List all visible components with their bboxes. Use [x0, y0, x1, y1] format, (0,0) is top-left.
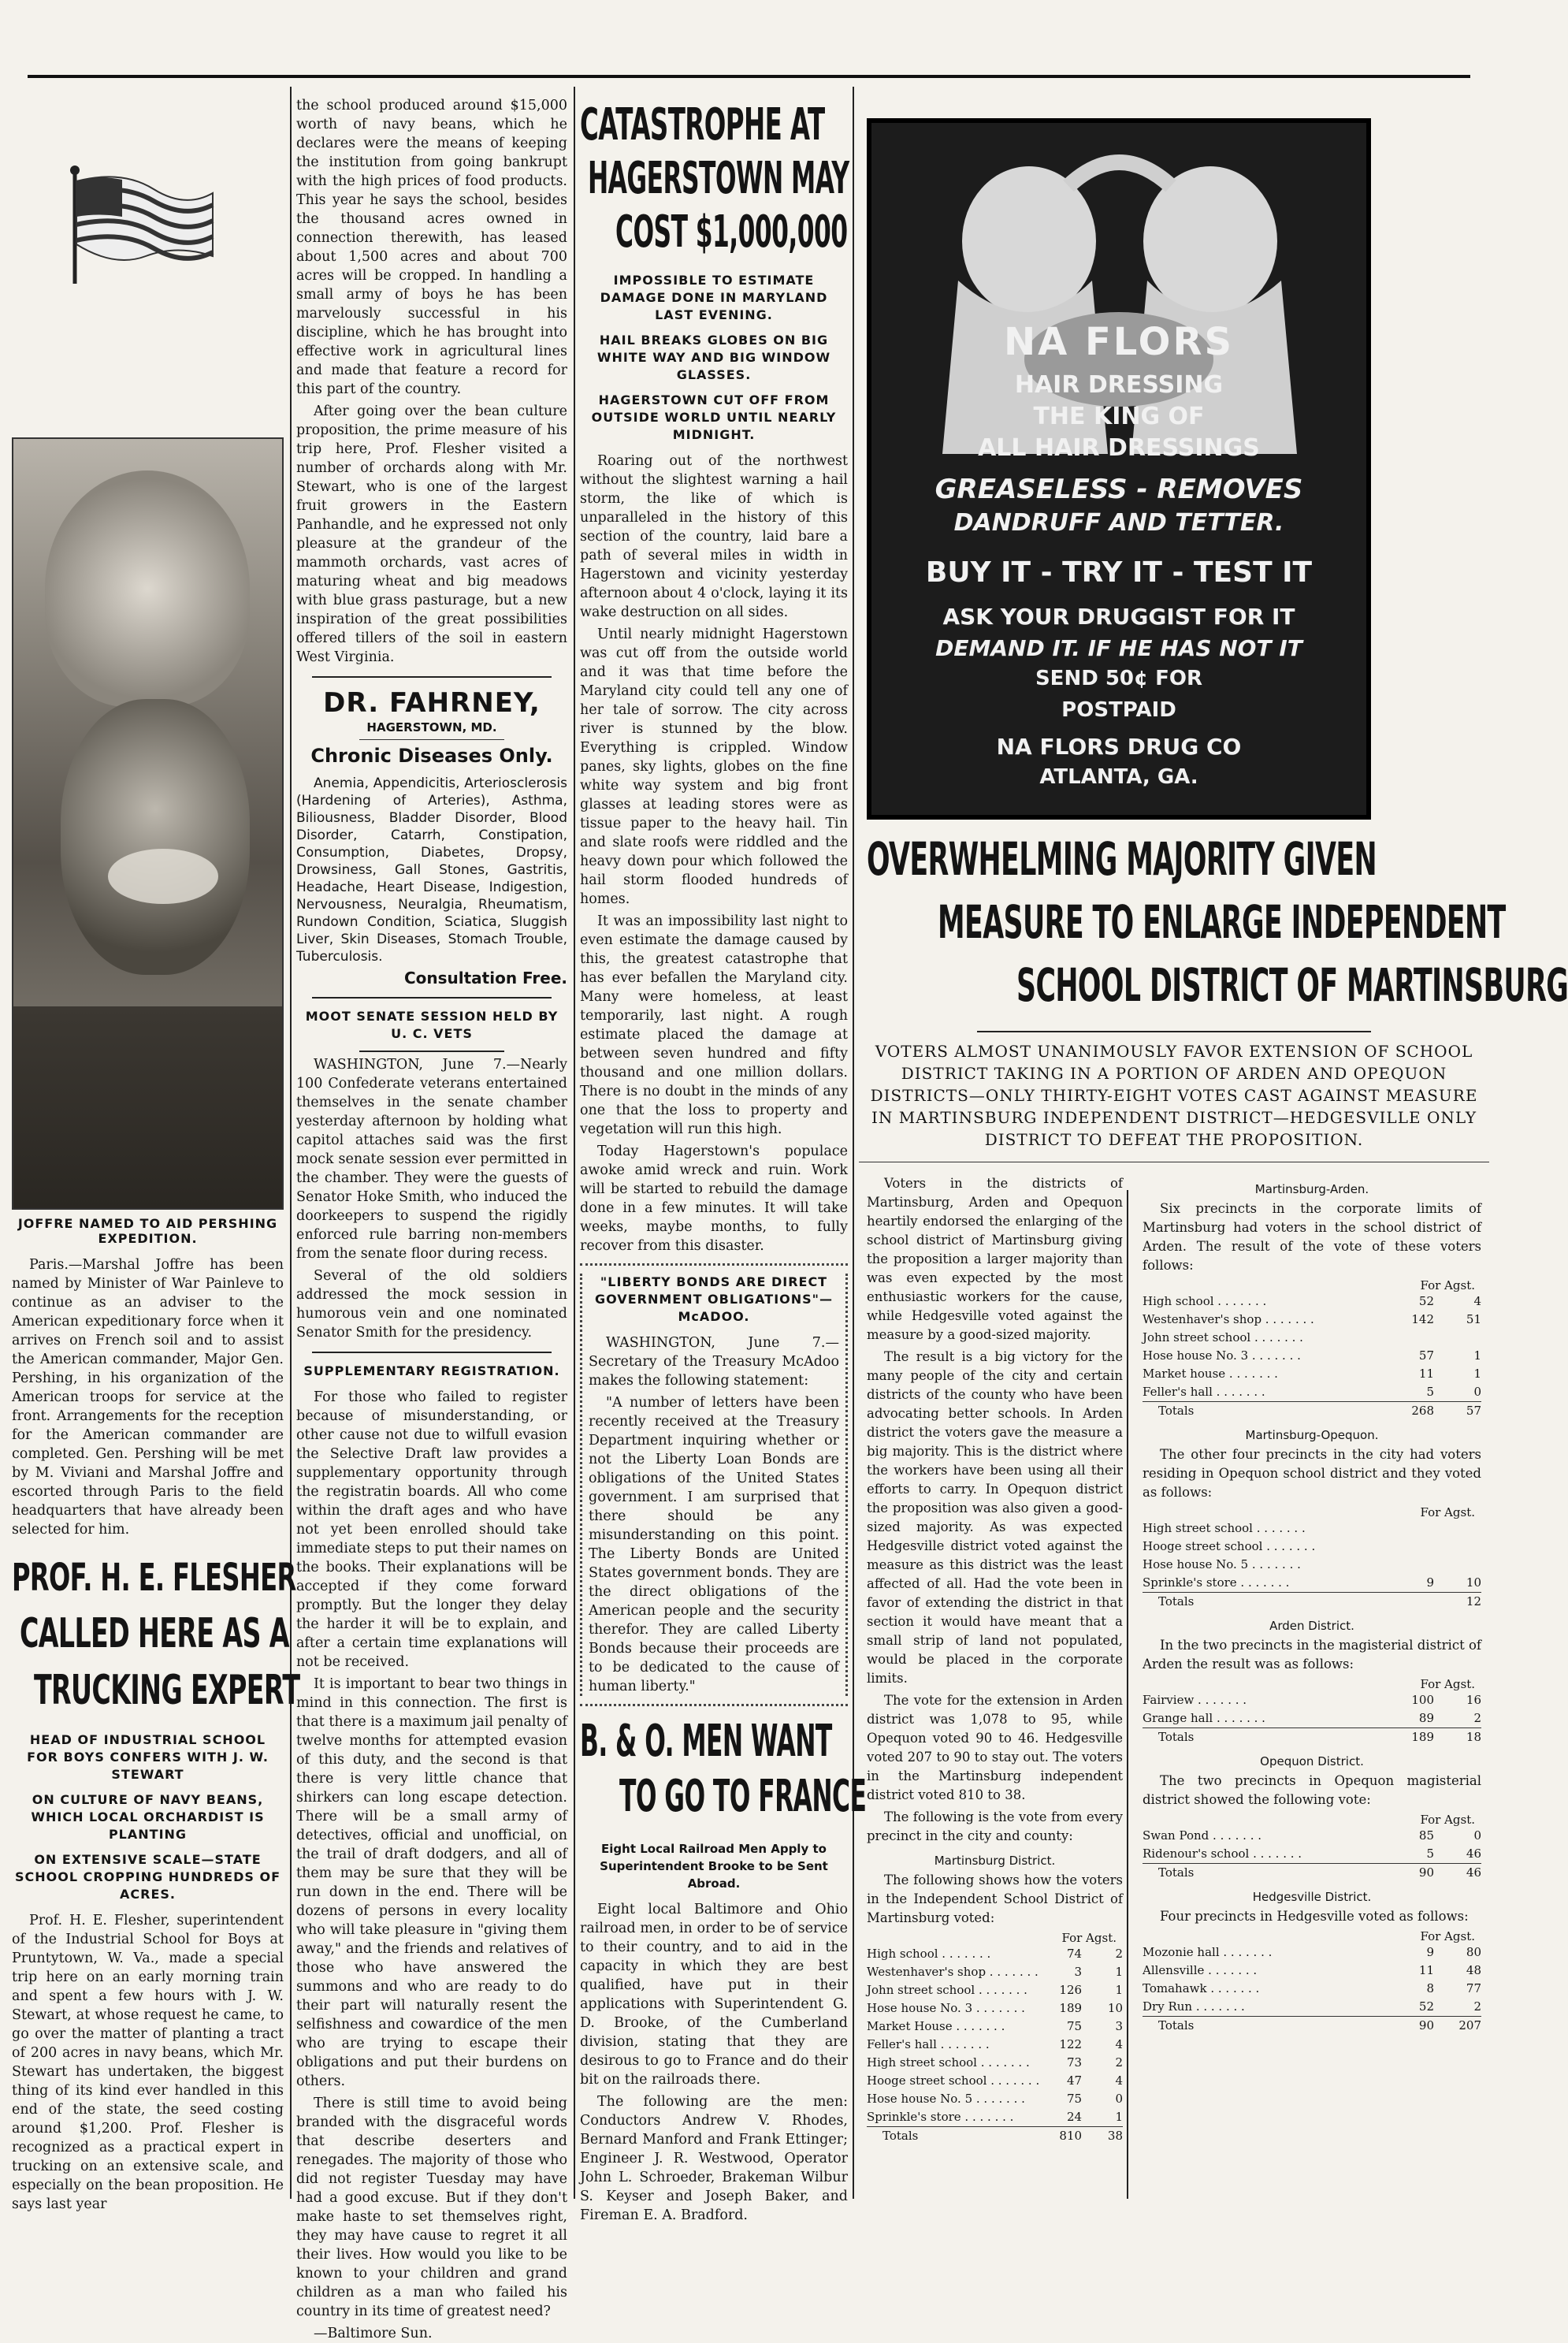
table-row — [867, 2018, 1123, 2036]
precinct-name: Feller's hall . . . . . . . — [1143, 1385, 1265, 1399]
supp-text: It is important to bear two things in mind in this connection. The first is that there is a maximum jail penalty of twelve months for attempted evasion of this duty, and the second is that there is very little chance that shirkers can long escape detection. There will be a small army of detectives, official and unofficial, on the trail of draft dodgers, and all of them may be sure that they will be run down in the end. There will be dozens of persons in every locality who will take pleasure in "giving them away," and the friends and relatives of those who have answered the summons and who are ready to do their part will naturally resent the selfishness and cowardice of the men who are trying to escape their obligations and put their burdens on others. — [296, 1676, 567, 2089]
precinct-name: Allensville . . . . . . . — [1143, 1963, 1258, 1977]
precinct-name: Westenhaver's shop . . . . . . . — [867, 1965, 1039, 1979]
table-total-row — [1143, 2017, 1481, 2036]
joffre-portrait — [12, 437, 284, 1210]
votes-for: 11 — [1418, 1367, 1434, 1381]
school-subcol-right — [1135, 1174, 1481, 2035]
table-row — [1143, 1347, 1481, 1365]
votes-for — [1387, 1538, 1434, 1556]
deck: HAGERSTOWN CUT OFF FROM OUTSIDE WORLD UNTIL NEARLY MIDNIGHT. — [591, 392, 837, 442]
votes-against: 4 — [1115, 2037, 1123, 2051]
table-row — [1143, 1574, 1481, 1593]
column-rule — [290, 87, 292, 2199]
for-agst-header: For Agst. — [1061, 1931, 1117, 1945]
votes-against: 1 — [1115, 1983, 1123, 1997]
votes-against: 2 — [1473, 1711, 1481, 1725]
catastrophe-headline — [580, 99, 848, 264]
votes-against: 48 — [1466, 1963, 1481, 1977]
school-headline — [859, 827, 1568, 1025]
headline-line: MEASURE TO ENLARGE INDEPENDENT — [938, 895, 1506, 949]
ad-line: ALL HAIR DRESSINGS — [978, 434, 1260, 462]
precinct-name: Hooge street school . . . . . . . — [1143, 1539, 1316, 1553]
catastrophe-text: Today Hagerstown's populace awoke amid wreck and ruin. Work will be started to rebuild the damage done in a few minutes. It will take weeks, maybe months, to fully recover from this disaster. — [580, 1144, 848, 1254]
table-total-row — [1143, 1864, 1481, 1883]
table-heading: Arden District. — [1269, 1619, 1354, 1633]
votes-against: 3 — [1115, 2019, 1123, 2033]
liberty-bonds-text: WASHINGTON, June 7.—Secretary of the Treasury McAdoo makes the following statement: — [589, 1335, 839, 1389]
for-agst-header: For Agst. — [1420, 1929, 1475, 1943]
moot-text: WASHINGTON, June 7.—Nearly 100 Confederate veterans entertained themselves in the senate chamber yesterday afternoon by holding what capitol attaches said was the first mock senate session ever permitted in the chamber. They were the guests of Senator Hoke Smith, who induced the doorkeepers to suspend the rigidly enforced rule barring non-members from the senate floor during recess. — [296, 1057, 567, 1262]
votes-against: 1 — [1473, 1367, 1481, 1381]
martinsburg-table — [867, 1945, 1123, 2145]
table-intro: Four precincts in Hedgesville voted as follows: — [1160, 1909, 1469, 1924]
votes-against: 0 — [1115, 2092, 1123, 2106]
deck: ON CULTURE OF NAVY BEANS, WHICH LOCAL ORCHARDIST IS PLANTING — [31, 1792, 265, 1842]
divider — [580, 1263, 848, 1266]
catastrophe-text: It was an impossibility last night to even estimate the damage caused by this, the greatest catastrophe that has ever befallen the Maryland city. Many were homeless, at least temporarily, last night. A rough estimate placed the damage at between seven hundred and fifty thousand and one million dollars. There is no doubt in the minds of any one that the loss to property and vegetation will run this high. — [580, 913, 848, 1137]
ad-line: THE KING OF — [1033, 403, 1205, 430]
votes-against: 2 — [1473, 1999, 1481, 2014]
martinsburg-arden-table — [1143, 1292, 1481, 1420]
votes-for: 9 — [1426, 1575, 1434, 1590]
table-row — [1143, 1980, 1481, 1998]
headline-line: B. & O. MEN WANT — [580, 1716, 832, 1767]
votes-for: 57 — [1418, 1348, 1434, 1363]
precinct-name: Mozonie hall . . . . . . . — [1143, 1945, 1273, 1959]
votes-against: 10 — [1466, 1575, 1481, 1590]
precinct-name: Dry Run . . . . . . . — [1143, 1999, 1245, 2014]
precinct-name: Fairview . . . . . . . — [1143, 1693, 1247, 1707]
for-agst-header: For Agst. — [1420, 1278, 1475, 1292]
votes-for: 100 — [1411, 1693, 1434, 1707]
precinct-name: Sprinkle's store . . . . . . . — [867, 2110, 1014, 2124]
precinct-name: Feller's hall . . . . . . . — [867, 2037, 990, 2051]
precinct-name: Westenhaver's shop . . . . . . . — [1143, 1312, 1314, 1326]
precinct-name: Totals — [1158, 2018, 1195, 2032]
votes-for: 142 — [1411, 1312, 1434, 1326]
table-row — [867, 2036, 1123, 2054]
votes-for — [1387, 1556, 1434, 1574]
table-total-row — [1143, 1402, 1481, 1421]
column-3 — [580, 99, 867, 2223]
photo-caption: JOFFRE NAMED TO AID PERSHING EXPEDITION. — [17, 1216, 278, 1246]
table-row — [1143, 1943, 1481, 1962]
deck: ON EXTENSIVE SCALE—STATE SCHOOL CROPPING HUNDREDS OF ACRES. — [15, 1852, 281, 1902]
votes-against: 57 — [1466, 1404, 1481, 1418]
table-row — [1143, 1292, 1481, 1311]
precinct-name: Hose house No. 5 . . . . . . . — [1143, 1557, 1301, 1571]
divider — [580, 1704, 848, 1706]
table-total-row — [1143, 1728, 1481, 1747]
bo-deck: Eight Local Railroad Men Apply to Superintendent Brooke to be Sent Abroad. — [600, 1842, 828, 1891]
precinct-name: Tomahawk . . . . . . . — [1143, 1981, 1260, 1995]
table-row — [1143, 1845, 1481, 1864]
votes-for: 11 — [1418, 1963, 1434, 1977]
votes-for: 90 — [1418, 2018, 1434, 2032]
precinct-name: High street school . . . . . . . — [867, 2055, 1030, 2070]
votes-for: 8 — [1426, 1981, 1434, 1995]
ad-line: HAIR DRESSING — [1014, 371, 1224, 399]
votes-against: 1 — [1473, 1348, 1481, 1363]
catastrophe-text: Roaring out of the northwest without the slightest warning a hail storm, the like of which is unparalleled in the history of this section of the country, laid bare a path of several miles in width in Hagerstown and vicinity yesterday afternoon about 4 o'clock, laying it its wake destruction on all sides. — [580, 453, 848, 620]
school-text: The vote for the extension in Arden district was 1,078 to 95, while Opequon voted 90 to 46. Hedgesville voted 207 to 90 to stay out. The voters in the Martinsburg independent district voted 810 to 38. — [867, 1693, 1123, 1802]
ad-line: BUY IT - TRY IT - TEST IT — [925, 556, 1313, 589]
votes-for: 73 — [1066, 2055, 1083, 2070]
votes-against: 4 — [1473, 1294, 1481, 1308]
votes-for — [1387, 1329, 1434, 1347]
ad-line: ASK YOUR DRUGGIST FOR IT — [942, 604, 1295, 630]
votes-for: 9 — [1426, 1945, 1434, 1959]
precinct-name: Hooge street school . . . . . . . — [867, 2073, 1040, 2088]
table-intro: The following shows how the voters in the Independent School District of Martinsburg voted: — [867, 1873, 1123, 1925]
table-row — [1143, 1519, 1481, 1538]
votes-for: 122 — [1059, 2037, 1083, 2051]
table-heading: Hedgesville District. — [1252, 1890, 1372, 1904]
school-text: Voters in the districts of Martinsburg, Arden and Opequon heartily endorsed the enlarging of the school district of Martinsburg giving the proposition a larger majority than was even expected by the most enthusiastic workers for the cause, while Hedgesville voted against the measure by a good-sized majority. — [867, 1176, 1123, 1342]
school-deck: VOTERS ALMOST UNANIMOUSLY FAVOR EXTENSION OF SCHOOL DISTRICT TAKING IN A PORTION OF ARDEN AND OPEQUON DISTRICTS—ONLY THIRTY-EIGHT VOTES CAST AGAINST MEASURE IN MARTINSBURG INDEPENDENT DISTRICT—HEDGESVILLE ONLY DISTRICT TO DEFEAT THE PROPOSITION. — [870, 1042, 1478, 1149]
american-flag-icon — [59, 165, 217, 284]
votes-for: 52 — [1418, 1999, 1434, 2014]
table-row — [867, 2054, 1123, 2072]
table-row — [1143, 1365, 1481, 1383]
divider — [312, 676, 552, 678]
votes-for: 126 — [1059, 1983, 1083, 1997]
for-agst-header: For Agst. — [1420, 1505, 1475, 1519]
liberty-bonds-text: "A number of letters have been recently received at the Treasury Department inquiring whether or not the Liberty Loan Bonds are obligations of the United States government. I am surprised that there should be any misunderstanding on this point. The Liberty Bonds are United States government bonds. They are the direct obligations of the American people and the security therefor. They are called Liberty Bonds because their proceeds are to be dedicated to the cause of human liberty." — [589, 1395, 839, 1694]
headline-line: TO GO TO FRANCE — [619, 1771, 867, 1822]
precinct-name: Hose house No. 3 . . . . . . . — [1143, 1348, 1301, 1363]
headline-line: OVERWHELMING MAJORITY GIVEN — [867, 832, 1377, 886]
headline-line: CALLED HERE AS A — [20, 1610, 289, 1657]
precinct-name: John street school . . . . . . . — [867, 1983, 1027, 1997]
votes-against: 38 — [1107, 2129, 1123, 2143]
votes-against: 12 — [1466, 1594, 1481, 1608]
votes-against: 18 — [1466, 1730, 1481, 1744]
ad-brand: NA FLORS — [1003, 320, 1235, 364]
catastrophe-text: Until nearly midnight Hagerstown was cut off from the outside world and it was that time before the Maryland city could tell any one of her tale of sorrow. The city across river is stunned by the blow. Everything is crippled. Window panes, sky lights, globes on the fine white way system and big front glasses at leading stores were as tissue paper to the heavy hail. Tin and slate roofs were riddled and the heavy down pour which followed the hail storm flooded hundreds of homes. — [580, 627, 848, 907]
headline-line: HAGERSTOWN MAY — [588, 153, 849, 204]
supp-source: —Baltimore Sun. — [314, 2326, 433, 2341]
martinsburg-opequon-table — [1143, 1519, 1481, 1611]
supp-text: For those who failed to register because of misunderstanding, or other cause not due to wilfull evasion the Selective Draft law provides a supplementary opportunity through the registratin boards. All who come within the draft ages and who have not yet been enrolled should take immediate steps to put their names on the books. Their explanations will be accepted if they come forward promptly. But the longer they delay the harder it will be to explain, and after a certain time explanations will not be received. — [296, 1389, 567, 1670]
votes-against: 1 — [1115, 1965, 1123, 1979]
precinct-name: Hose house No. 5 . . . . . . . — [867, 2092, 1025, 2106]
votes-for: 268 — [1411, 1404, 1434, 1418]
table-intro: The other four precincts in the city had voters residing in Opequon school district and they voted as follows: — [1143, 1447, 1481, 1500]
school-subcol-left — [867, 1174, 1123, 2145]
votes-against: 4 — [1115, 2073, 1123, 2088]
table-intro: In the two precincts in the magisterial district of Arden the result was as follows: — [1143, 1638, 1481, 1672]
precinct-name: Market House . . . . . . . — [867, 2019, 1005, 2033]
precinct-name: Grange hall . . . . . . . — [1143, 1711, 1265, 1725]
ad-consult: Consultation Free. — [403, 969, 567, 987]
table-row — [1143, 1556, 1481, 1574]
ad-line: ATLANTA, GA. — [1039, 765, 1198, 789]
votes-against — [1434, 1519, 1481, 1538]
bo-headline — [580, 1714, 867, 1832]
precinct-name: High street school . . . . . . . — [1143, 1521, 1306, 1535]
table-total-row — [1143, 1593, 1481, 1612]
table-row — [1143, 1538, 1481, 1556]
table-row — [867, 1963, 1123, 1981]
precinct-name: High school . . . . . . . — [1143, 1294, 1267, 1308]
supplementary-headline: SUPPLEMENTARY REGISTRATION. — [303, 1363, 560, 1378]
votes-for: 810 — [1059, 2129, 1083, 2143]
ad-line: NA FLORS DRUG CO — [996, 734, 1242, 760]
votes-against: 0 — [1473, 1385, 1481, 1399]
table-row — [1143, 1691, 1481, 1709]
precinct-name: Market house . . . . . . . — [1143, 1367, 1278, 1381]
table-row — [867, 1981, 1123, 1999]
ad-line: SEND 50¢ FOR — [1035, 667, 1203, 690]
school-district-story — [859, 827, 1568, 2199]
votes-against: 207 — [1458, 2018, 1481, 2032]
votes-against: 80 — [1466, 1945, 1481, 1959]
votes-for: 75 — [1066, 2092, 1083, 2106]
votes-for: 89 — [1418, 1711, 1434, 1725]
table-row — [1143, 1962, 1481, 1980]
table-intro: The two precincts in Opequon magisterial district showed the following vote: — [1143, 1773, 1481, 1807]
column-rule — [574, 87, 575, 2199]
table-row — [1143, 1998, 1481, 2017]
votes-for: 74 — [1066, 1947, 1083, 1961]
table-intro: Six precincts in the corporate limits of Martinsburg had voters in the school district of Arden. The result of the vote of these voters follows: — [1143, 1201, 1481, 1273]
table-heading: Martinsburg District. — [934, 1854, 1056, 1868]
votes-for: 5 — [1426, 1847, 1434, 1861]
flesher-text-cont: the school produced around $15,000 worth of navy beans, which he declares were the means of keeping the institution from going bankrupt with the high prices of food products. This year he says the school, besides the thousand acres owned in connection therewith, has leased about 1,500 acres and about 700 acres will be cropped. In handling a small army of boys he has been marvelously successful in his discipline, which he has brought into effective work in agricultural lines and made that feature a record for this part of the country. — [296, 98, 567, 397]
votes-for: 5 — [1426, 1385, 1434, 1399]
precinct-name: Totals — [1158, 1865, 1195, 1880]
divider — [359, 1051, 504, 1052]
opequon-table — [1143, 1827, 1481, 1882]
precinct-name: Swan Pond . . . . . . . — [1143, 1828, 1262, 1843]
school-text: The following is the vote from every precinct in the city and county: — [867, 1809, 1123, 1843]
moot-text: Several of the old soldiers addressed the mock session in humorous vein and one nominated Senator Smith for the presidency. — [296, 1268, 567, 1341]
headline-line: PROF. H. E. FLESHER — [12, 1556, 296, 1600]
table-row — [867, 2072, 1123, 2090]
table-row — [1143, 1383, 1481, 1402]
table-row — [867, 1999, 1123, 2018]
ad-text: Anemia, Appendicitis, Arteriosclerosis (Hardening of Arteries), Asthma, Biliousness, Bladder Disorder, Blood Disorder, Catarrh, Constipation, Consumption, Diabetes, Dropsy, Drowsiness, Gall Stones, Gastritis, Headache, Heart Disease, Indigestion, Nervousness, Neuralgia, Rheumatism, Rundown Condition, Sciatica, Sluggish Liver, Skin Diseases, Stomach Trouble, Tuberculosis. — [296, 775, 567, 965]
ad-name: DR. FAHRNEY, — [323, 687, 541, 719]
naflors-advertisement — [867, 118, 1371, 820]
divider — [312, 997, 552, 999]
precinct-name: Totals — [1158, 1730, 1195, 1744]
precinct-name: Totals — [1158, 1594, 1195, 1608]
table-heading: Opequon District. — [1260, 1754, 1364, 1768]
votes-against — [1434, 1329, 1481, 1347]
table-row — [1143, 1329, 1481, 1347]
table-heading: Martinsburg-Arden. — [1254, 1182, 1369, 1196]
votes-against: 51 — [1466, 1312, 1481, 1326]
precinct-name: High school . . . . . . . — [867, 1947, 991, 1961]
ad-line: POSTPAID — [1061, 698, 1176, 722]
table-heading: Martinsburg-Opequon. — [1245, 1428, 1379, 1442]
headline-line: COST $1,000,000 — [615, 206, 848, 258]
column-1 — [12, 87, 300, 2212]
headline-line: CATASTROPHE AT — [580, 99, 825, 151]
precinct-name: Totals — [882, 2129, 919, 2143]
votes-against: 0 — [1473, 1828, 1481, 1843]
votes-against: 46 — [1466, 1847, 1481, 1861]
flesher-headline — [12, 1550, 300, 1724]
ad-line: DEMAND IT. IF HE HAS NOT IT — [935, 635, 1302, 661]
masthead-rule — [28, 75, 1470, 78]
supp-text: There is still time to avoid being branded with the disgraceful words that describe deserters and renegades. The majority of those who did not register Tuesday may have had a good excuse. But if they don't make haste to set themselves right, they may have cause to regret it all their lives. How would you like to be known to your children and grand children as a man who failed his country in its time of greatest need? — [296, 2096, 567, 2319]
table-row — [867, 2090, 1123, 2108]
ad-line: GREASELESS - REMOVES — [934, 474, 1303, 505]
headline-line: SCHOOL DISTRICT OF MARTINSBURG — [1016, 958, 1568, 1012]
votes-against — [1434, 1556, 1481, 1574]
deck: HAIL BREAKS GLOBES ON BIG WHITE WAY AND BIG WINDOW GLASSES. — [596, 333, 831, 382]
fahrney-ad — [296, 687, 567, 987]
votes-for: 52 — [1418, 1294, 1434, 1308]
deck: IMPOSSIBLE TO ESTIMATE DAMAGE DONE IN MARYLAND LAST EVENING. — [600, 273, 828, 322]
votes-for: 3 — [1074, 1965, 1083, 1979]
votes-for: 24 — [1066, 2110, 1083, 2124]
votes-for: 85 — [1418, 1828, 1434, 1843]
divider — [312, 1352, 552, 1353]
ad-line: DANDRUFF AND TETTER. — [953, 509, 1284, 537]
joffre-text: Paris.—Marshal Joffre has been named by Minister of War Painleve to continue as an adviser to the American expeditionary force when it arrives on French soil and to assist the American commander, Major Gen. Pershing, in his organization of the American troops for service at the front. Arrangements for the reception for the American commander are completed. Gen. Pershing will be met by M. Viviani and Marshal Joffre and escorted through Paris to the field headquarters that have already been selected for him. — [12, 1257, 284, 1538]
table-row — [1143, 1827, 1481, 1845]
table-total-row — [867, 2127, 1123, 2146]
hedgesville-table — [1143, 1943, 1481, 2035]
precinct-name: Totals — [1158, 1404, 1195, 1418]
divider — [977, 1031, 1371, 1032]
bo-text: The following are the men: Conductors Andrew V. Rhodes, Bernard Manford and Frank Ettinger; Engineer J. R. Westwood, Operator John L. Schroeder, Brakeman Wilbur S. Keyser and Joseph Baker, and Fireman E. A. Bradford. — [580, 2094, 848, 2223]
column-2 — [296, 96, 567, 2341]
table-row — [1143, 1311, 1481, 1329]
school-text: The result is a big victory for the many people of the city and certain districts of the county who have been advocating better schools. In Arden district the voters gave the measure a big majority. This is the district where the workers have been using all their efforts to carry. In Opequon district the proposition was also given a good-sized majority. As was expected Hedgesville district voted against the measure as this district was the least affected of all. Had the vote been in favor of extending the district in that section it would have meant that a small strip of land not populated, would be placed in the corporate limits. — [867, 1349, 1123, 1686]
ad-tagline: Chronic Diseases Only. — [310, 745, 553, 767]
votes-against: 16 — [1466, 1693, 1481, 1707]
for-agst-header: For Agst. — [1420, 1813, 1475, 1827]
votes-for — [1387, 1593, 1434, 1612]
votes-for: 189 — [1059, 2001, 1083, 2015]
flesher-text-cont: After going over the bean culture proposition, the prime measure of his trip here, Prof. Flesher visited a number of orchards along with Mr. Stewart, who is one of the largest fruit growers in the Eastern Panhandle, and he expressed not only pleasure at the grandeur of the mammoth orchards, vast acres of maturing wheat and big meadows with blue grass pasturage, but a new inspiration of the great possibilities offered tillers of the soil in eastern West Virginia. — [296, 404, 567, 665]
moot-headline: MOOT SENATE SESSION HELD BY U. C. VETS — [305, 1009, 559, 1041]
votes-for: 189 — [1411, 1730, 1434, 1744]
precinct-name: Hose house No. 3 . . . . . . . — [867, 2001, 1025, 2015]
votes-against: 46 — [1466, 1865, 1481, 1880]
precinct-name: Ridenour's school . . . . . . . — [1143, 1847, 1302, 1861]
table-row — [1143, 1709, 1481, 1728]
votes-for — [1387, 1519, 1434, 1538]
votes-for: 47 — [1066, 2073, 1083, 2088]
for-agst-header: For Agst. — [1420, 1677, 1475, 1691]
arden-table — [1143, 1691, 1481, 1746]
votes-against: 1 — [1115, 2110, 1123, 2124]
bo-text: Eight local Baltimore and Ohio railroad men, in order to be of service to their country, and to aid in the capacity in which they are best qualified, have put in their applications with Superintendent G. D. Brooke, of the Cumberland division, stating that they are desirous to go to France and do their bit on the railroads there. — [580, 1902, 848, 2088]
ad-city: HAGERSTOWN, MD. — [366, 720, 497, 735]
column-rule — [853, 87, 854, 2199]
headline-line: TRUCKING EXPERT — [34, 1667, 300, 1714]
votes-for: 75 — [1066, 2019, 1083, 2033]
flesher-text: Prof. H. E. Flesher, superintendent of the Industrial School for Boys at Pruntytown, W. Va., made a special trip here on an early morning train and spent a few hours with J. W. Stewart, at whose request he came, to go over the matter of planting a tract of 200 acres in navy beans, which Mr. Stewart has undertaken, the biggest thing of its kind ever handled in this end of the state, the seed costing around $1,200. Prof. Flesher is recognized as a practical expert in trucking on an extensive scale, and especially on the bean proposition. He says last year — [12, 1913, 284, 2212]
deck: HEAD OF INDUSTRIAL SCHOOL FOR BOYS CONFERS WITH J. W. STEWART — [27, 1732, 269, 1782]
votes-against: 2 — [1115, 2055, 1123, 2070]
votes-for: 90 — [1418, 1865, 1434, 1880]
liberty-bonds-headline: "LIBERTY BONDS ARE DIRECT GOVERNMENT OBLIGATIONS"—McADOO. — [595, 1274, 833, 1324]
votes-against: 10 — [1107, 2001, 1123, 2015]
precinct-name: John street school . . . . . . . — [1143, 1330, 1303, 1344]
table-row — [867, 1945, 1123, 1963]
table-row — [867, 2108, 1123, 2127]
votes-against: 77 — [1466, 1981, 1481, 1995]
votes-against — [1434, 1538, 1481, 1556]
precinct-name: Sprinkle's store . . . . . . . — [1143, 1575, 1290, 1590]
votes-against: 2 — [1115, 1947, 1123, 1961]
